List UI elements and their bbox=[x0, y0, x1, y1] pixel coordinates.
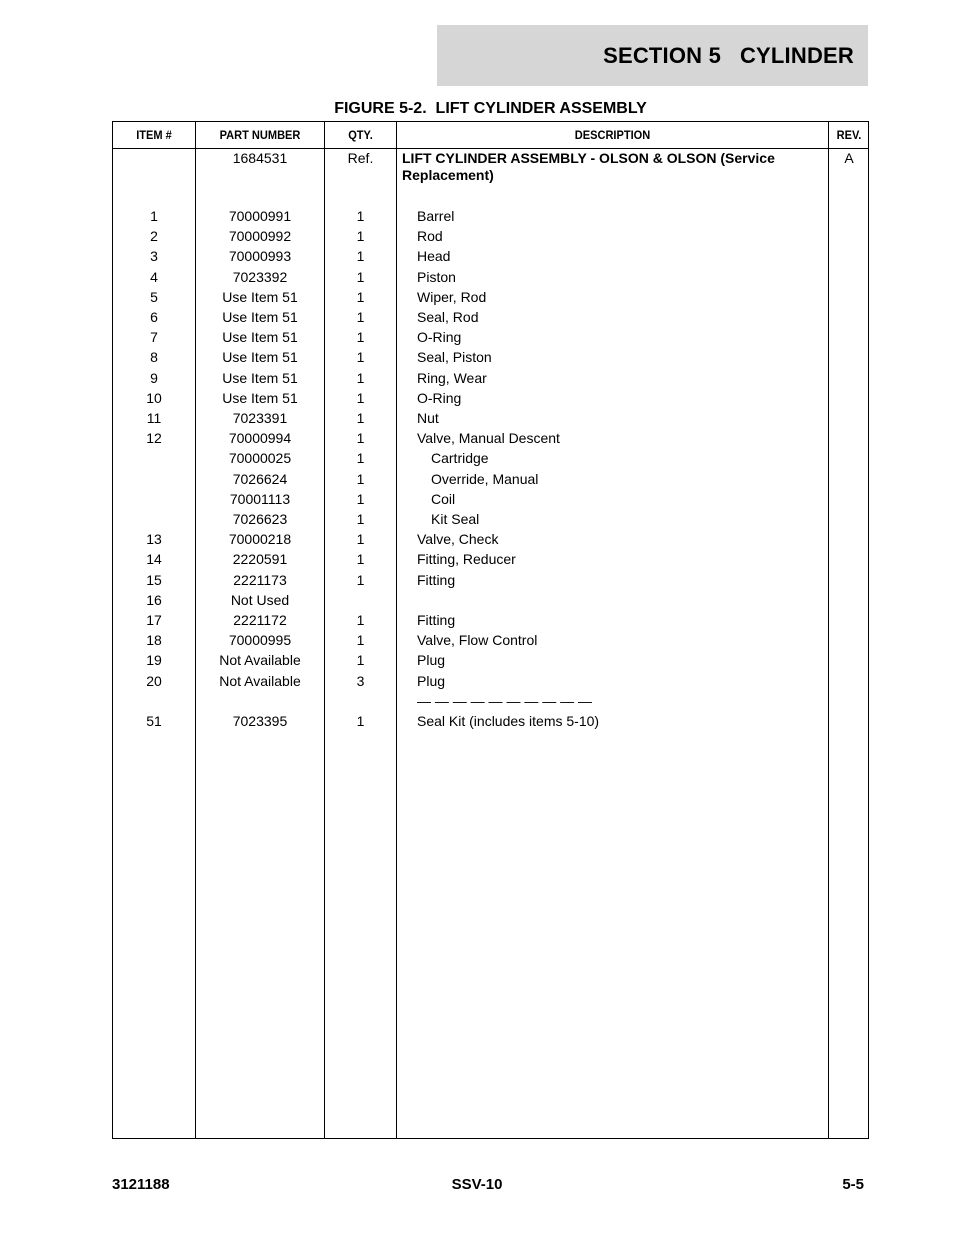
description-cell: Kit Seal bbox=[431, 511, 480, 527]
part-number-cell: 70000993 bbox=[228, 248, 292, 265]
description-cell: Seal, Rod bbox=[417, 309, 479, 325]
part-number-cell: 70001113 bbox=[229, 490, 291, 507]
quantity-cell: Ref. bbox=[347, 150, 374, 166]
item-number-cell: 20 bbox=[146, 672, 162, 689]
item-number-cell: 3 bbox=[150, 248, 158, 265]
part-number-cell: 7026623 bbox=[232, 511, 288, 527]
column-header-rev: REV. bbox=[836, 128, 862, 142]
header-divider bbox=[113, 148, 868, 149]
item-number-cell: 17 bbox=[146, 612, 162, 628]
description-cell: Plug bbox=[417, 652, 446, 669]
column-divider bbox=[396, 122, 397, 1138]
quantity-cell: 1 bbox=[356, 329, 365, 346]
part-number-cell: Use Item 51 bbox=[222, 329, 298, 346]
quantity-cell: 1 bbox=[356, 612, 365, 628]
item-number-cell: 51 bbox=[146, 713, 162, 729]
column-header-qty: QTY. bbox=[348, 128, 373, 142]
item-number-cell: 14 bbox=[146, 551, 162, 568]
parts-table bbox=[112, 121, 869, 1139]
part-number-cell: 70000994 bbox=[228, 430, 292, 447]
footer-page-number: 5-5 bbox=[842, 1176, 864, 1193]
quantity-cell: 1 bbox=[356, 410, 365, 426]
description-cell: Seal, Piston bbox=[417, 349, 492, 366]
part-number-cell: Use Item 51 bbox=[222, 288, 298, 305]
column-header-item: ITEM # bbox=[136, 128, 172, 142]
quantity-cell: 1 bbox=[356, 430, 365, 447]
item-number-cell: 1 bbox=[150, 208, 158, 224]
description-cell: Valve, Manual Descent bbox=[417, 430, 560, 447]
description-cell: Fitting, Reducer bbox=[417, 551, 516, 568]
item-number-cell: 18 bbox=[146, 632, 162, 649]
quantity-cell: 3 bbox=[356, 672, 365, 689]
revision-cell: A bbox=[844, 150, 854, 166]
quantity-cell: 1 bbox=[356, 228, 365, 245]
description-cell: O-Ring bbox=[417, 389, 462, 406]
description-cell: Valve, Check bbox=[417, 531, 499, 548]
part-number-cell: Not Available bbox=[219, 652, 301, 669]
quantity-cell: 1 bbox=[356, 450, 365, 467]
description-cell: Valve, Flow Control bbox=[417, 632, 538, 649]
item-number-cell: 13 bbox=[146, 531, 162, 548]
quantity-cell: 1 bbox=[356, 632, 365, 649]
item-number-cell: 19 bbox=[146, 652, 162, 669]
part-number-cell: 2220591 bbox=[232, 551, 288, 568]
quantity-cell: 1 bbox=[356, 208, 365, 224]
quantity-cell: 1 bbox=[356, 248, 365, 265]
description-cell: Plug bbox=[417, 672, 446, 689]
footer-model: SSV-10 bbox=[451, 1176, 503, 1193]
quantity-cell: 1 bbox=[356, 268, 365, 285]
part-number-cell: 7023392 bbox=[232, 268, 288, 285]
section-banner bbox=[437, 25, 868, 86]
part-number-cell: Use Item 51 bbox=[222, 309, 298, 325]
item-number-cell: 2 bbox=[150, 228, 158, 245]
part-number-cell: 70000992 bbox=[228, 228, 292, 245]
section-title: SECTION 5 CYLINDER bbox=[603, 42, 854, 68]
description-cell: Rod bbox=[417, 228, 443, 245]
part-number-cell: 70000991 bbox=[228, 208, 292, 224]
quantity-cell: 1 bbox=[356, 389, 365, 406]
description-cell: O-Ring bbox=[417, 329, 462, 346]
item-number-cell: 6 bbox=[150, 309, 158, 325]
description-cell: Coil bbox=[431, 490, 456, 507]
column-header-part-number: PART NUMBER bbox=[219, 128, 301, 142]
quantity-cell: 1 bbox=[356, 652, 365, 669]
part-number-cell: 70000995 bbox=[228, 632, 292, 649]
quantity-cell: 1 bbox=[356, 511, 365, 527]
item-number-cell: 8 bbox=[150, 349, 158, 366]
description-cell: Ring, Wear bbox=[417, 369, 487, 386]
description-cell: Seal Kit (includes items 5-10) bbox=[417, 713, 600, 729]
description-cell: LIFT CYLINDER ASSEMBLY - OLSON & OLSON (Service Replacement) bbox=[402, 150, 775, 183]
description-cell: — — — — — — — — — — bbox=[417, 692, 593, 709]
quantity-cell: 1 bbox=[356, 531, 365, 548]
item-number-cell: 12 bbox=[146, 430, 162, 447]
part-number-cell: 7023391 bbox=[232, 410, 288, 426]
quantity-cell: 1 bbox=[356, 288, 365, 305]
part-number-cell: 2221172 bbox=[233, 612, 287, 628]
description-cell: Head bbox=[417, 248, 451, 265]
quantity-cell: 1 bbox=[356, 349, 365, 366]
quantity-cell: 1 bbox=[356, 713, 365, 729]
description-cell: Fitting bbox=[417, 571, 456, 588]
part-number-cell: 70000025 bbox=[228, 450, 292, 467]
quantity-cell: 1 bbox=[356, 470, 365, 487]
quantity-cell: 1 bbox=[356, 490, 365, 507]
description-cell: Cartridge bbox=[431, 450, 489, 467]
column-header-description: DESCRIPTION bbox=[574, 128, 651, 142]
part-number-cell: Use Item 51 bbox=[222, 349, 298, 366]
item-number-cell: 9 bbox=[150, 369, 158, 386]
description-cell: Nut bbox=[417, 410, 439, 426]
quantity-cell: 1 bbox=[356, 309, 365, 325]
part-number-cell: Not Available bbox=[219, 672, 301, 689]
description-cell: Override, Manual bbox=[431, 470, 539, 487]
item-number-cell: 4 bbox=[150, 268, 158, 285]
item-number-cell: 11 bbox=[146, 410, 162, 426]
part-number-cell: 1684531 bbox=[232, 150, 288, 166]
item-number-cell: 15 bbox=[146, 571, 162, 588]
description-cell: Wiper, Rod bbox=[417, 288, 487, 305]
item-number-cell: 5 bbox=[150, 288, 158, 305]
part-number-cell: Not Used bbox=[230, 591, 290, 608]
item-number-cell: 10 bbox=[146, 389, 162, 406]
part-number-cell: 7026624 bbox=[232, 470, 288, 487]
figure-title: FIGURE 5-2. LIFT CYLINDER ASSEMBLY bbox=[334, 100, 647, 117]
description-cell: Barrel bbox=[417, 208, 455, 224]
description-cell: Piston bbox=[417, 268, 456, 285]
quantity-cell: 1 bbox=[356, 551, 365, 568]
part-number-cell: 70000218 bbox=[228, 531, 292, 548]
item-number-cell: 7 bbox=[150, 329, 158, 346]
footer-doc-number: 3121188 bbox=[112, 1176, 170, 1193]
part-number-cell: Use Item 51 bbox=[222, 369, 298, 386]
quantity-cell: 1 bbox=[356, 369, 365, 386]
description-cell: Fitting bbox=[417, 612, 456, 628]
part-number-cell: 2221173 bbox=[233, 571, 287, 588]
part-number-cell: Use Item 51 bbox=[222, 389, 298, 406]
quantity-cell: 1 bbox=[356, 571, 365, 588]
item-number-cell: 16 bbox=[146, 591, 162, 608]
part-number-cell: 7023395 bbox=[232, 713, 288, 729]
